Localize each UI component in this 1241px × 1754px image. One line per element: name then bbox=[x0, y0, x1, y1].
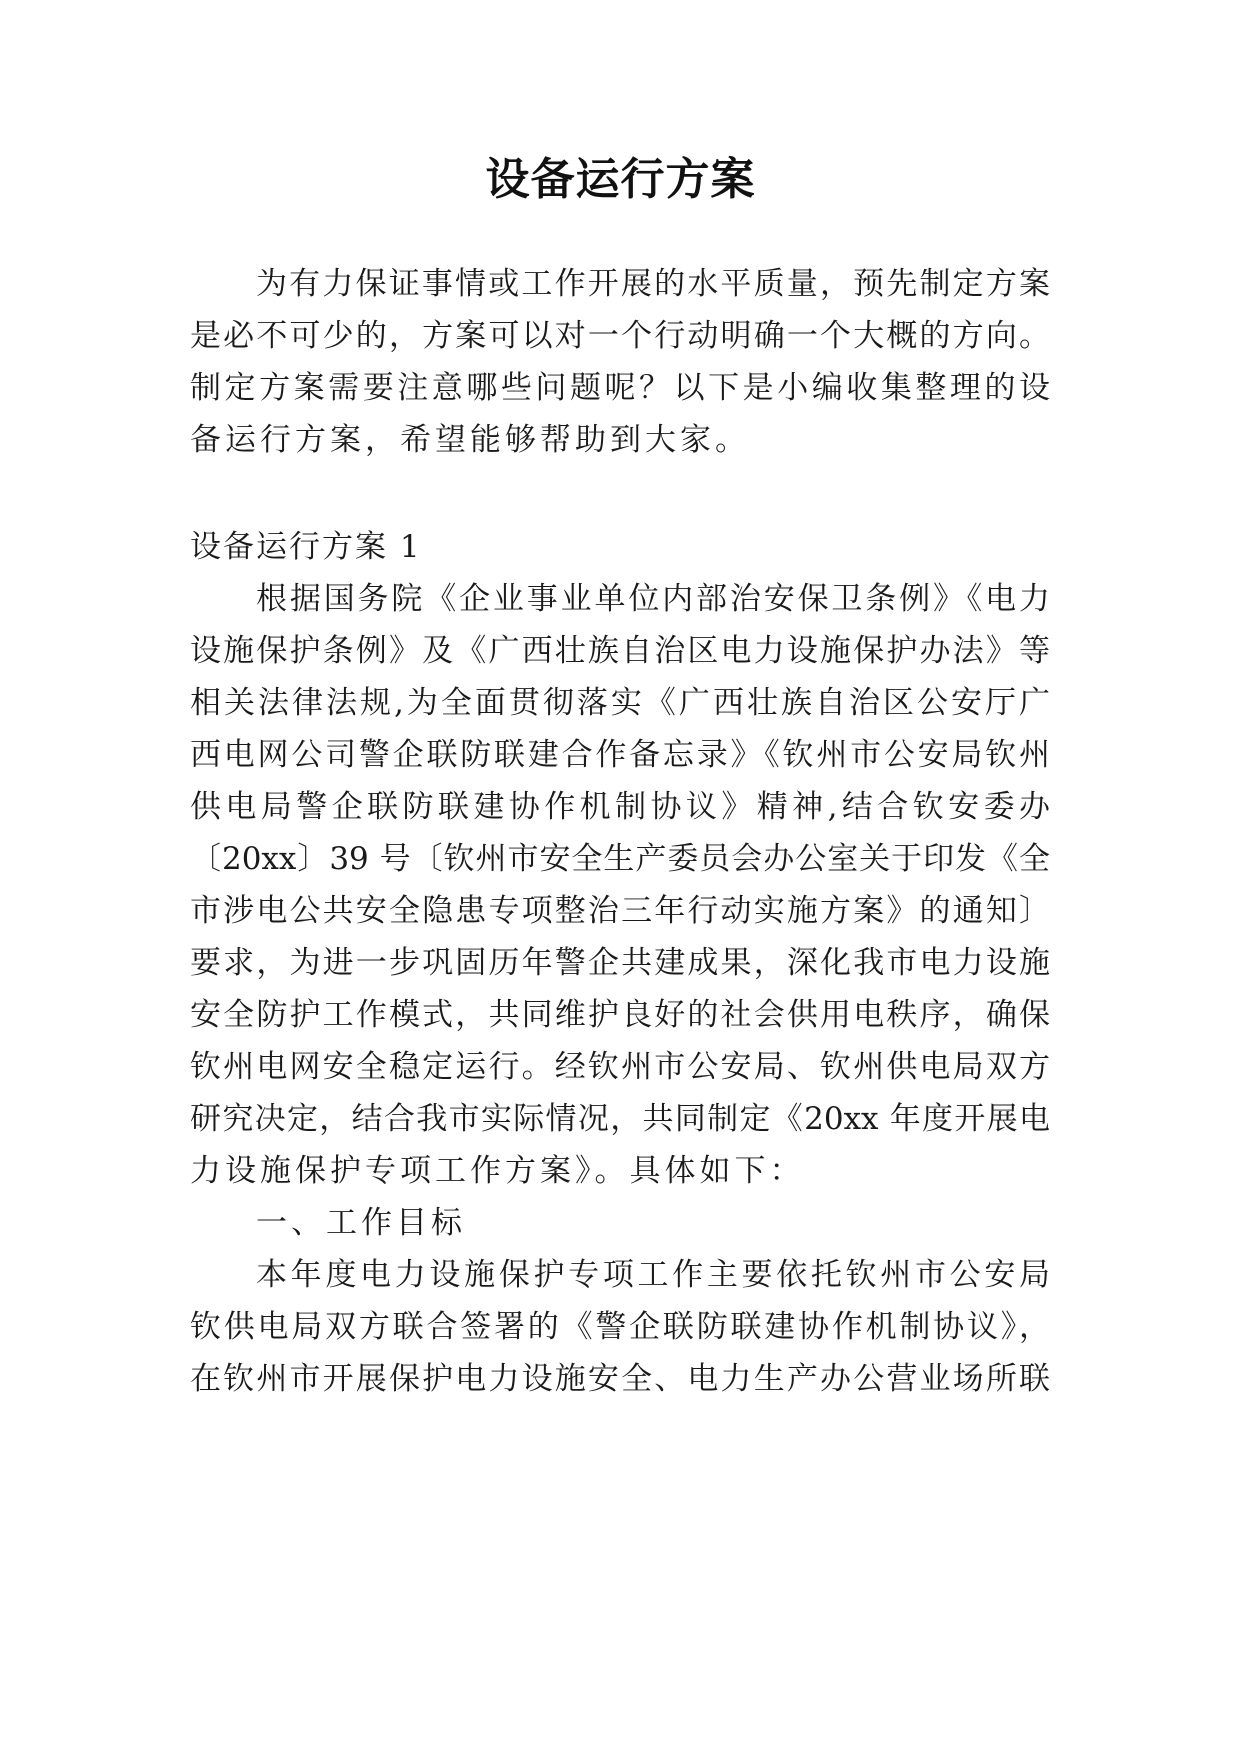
body-line: 研究决定，结合我市实际情况，共同制定《20xx 年度开展电 bbox=[190, 1101, 1050, 1137]
intro-line: 是必不可少的，方案可以对一个行动明确一个大概的方向。 bbox=[190, 318, 1050, 354]
body-line: 设施保护条例》及《广西壮族自治区电力设施保护办法》等 bbox=[190, 633, 1050, 669]
document-title: 设备运行方案 bbox=[485, 154, 756, 205]
body-line: 西电网公司警企联防联建合作备忘录》《钦州市公安局钦州 bbox=[190, 737, 1050, 773]
intro-line: 为有力保证事情或工作开展的水平质量，预先制定方案 bbox=[256, 266, 1050, 302]
body-line: 〔20xx〕39 号〔钦州市安全生产委员会办公室关于印发《全 bbox=[190, 841, 1050, 877]
goal-line: 本年度电力设施保护专项工作主要依托钦州市公安局 bbox=[256, 1257, 1050, 1293]
subheading: 一、工作目标 bbox=[256, 1205, 466, 1241]
body-line: 根据国务院《企业事业单位内部治安保卫条例》《电力 bbox=[256, 581, 1050, 617]
goal-line: 钦供电局双方联合签署的《警企联防联建协作机制协议》， bbox=[190, 1309, 1050, 1345]
intro-line: 制定方案需要注意哪些问题呢？以下是小编收集整理的设 bbox=[190, 370, 1050, 406]
section-heading: 设备运行方案 1 bbox=[190, 529, 422, 565]
body-line: 市涉电公共安全隐患专项整治三年行动实施方案》的通知〕 bbox=[190, 893, 1050, 929]
body-line: 相关法律法规,为全面贯彻落实《广西壮族自治区公安厅广 bbox=[190, 685, 1050, 721]
body-line: 要求，为进一步巩固历年警企共建成果，深化我市电力设施 bbox=[190, 945, 1050, 981]
goal-line: 在钦州市开展保护电力设施安全、电力生产办公营业场所联 bbox=[190, 1361, 1050, 1397]
body-line: 力设施保护专项工作方案》。具体如下： bbox=[190, 1153, 805, 1189]
body-line: 供电局警企联防联建协作机制协议》精神,结合钦安委办 bbox=[190, 789, 1050, 825]
body-line: 安全防护工作模式，共同维护良好的社会供用电秩序，确保 bbox=[190, 997, 1050, 1033]
intro-line: 备运行方案，希望能够帮助到大家。 bbox=[190, 422, 750, 458]
body-line: 钦州电网安全稳定运行。经钦州市公安局、钦州供电局双方 bbox=[190, 1049, 1050, 1085]
